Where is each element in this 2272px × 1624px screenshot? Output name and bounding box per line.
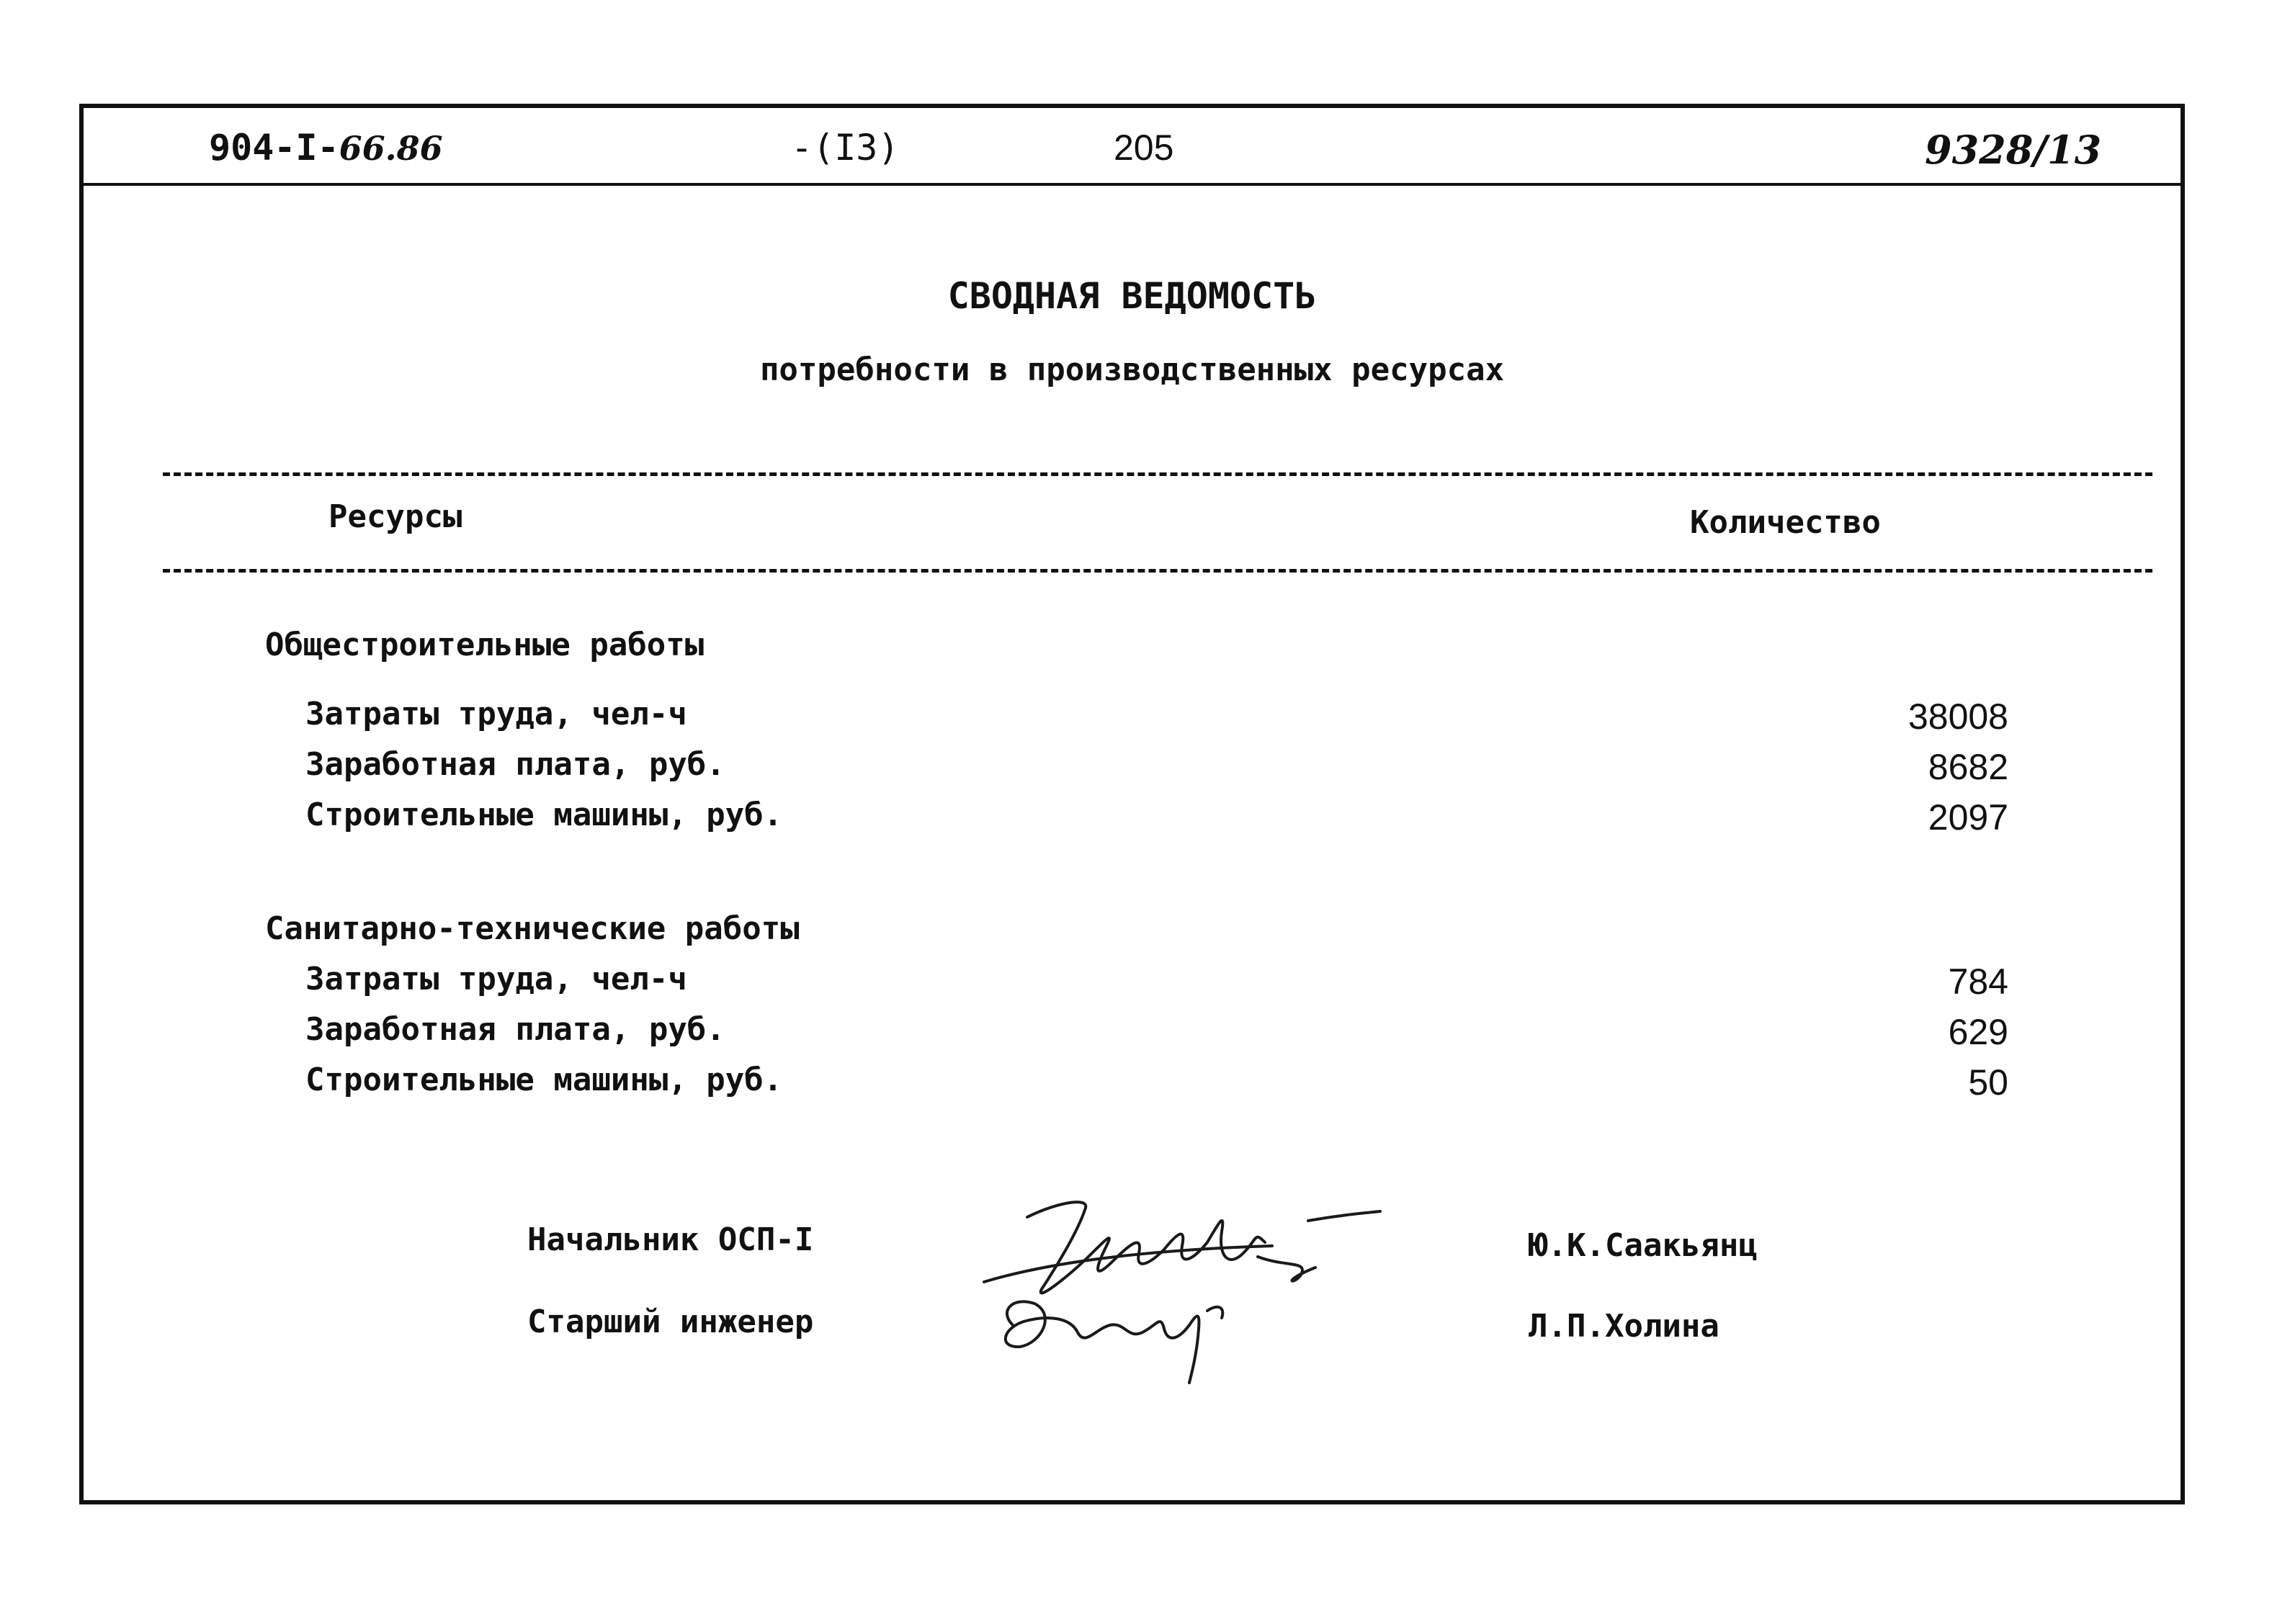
document-subtitle: потребности в производственных ресурсах <box>759 351 1505 388</box>
document-code-handwritten: 66.86 <box>339 129 443 168</box>
signature-stroke-2 <box>984 1246 1272 1282</box>
table-row <box>265 1011 2008 1062</box>
inventory-number: 9328/13 <box>1925 127 2102 173</box>
signatory-position-head: Начальник ОСП-I <box>527 1221 814 1258</box>
row-value: 2097 <box>1928 797 2008 838</box>
row-label: Затраты труда, чел-ч <box>305 961 687 997</box>
signatory-name-head: Ю.К.Саакьянц <box>1529 1227 1758 1264</box>
signature-stroke-3 <box>1258 1257 1315 1281</box>
row-label: Строительные машины, руб. <box>305 1062 783 1098</box>
row-value: 784 <box>1948 961 2008 1002</box>
document-title: СВОДНАЯ ВЕДОМОСТЬ <box>947 275 1317 317</box>
column-header-resources: Ресурсы <box>328 498 462 535</box>
signatory-name-engineer: Л.П.Холина <box>1529 1308 1719 1345</box>
section-title: Общестроительные работы <box>265 627 705 663</box>
row-label: Затраты труда, чел-ч <box>305 696 687 732</box>
document-frame <box>79 104 2185 1504</box>
section-general-construction <box>265 627 2008 847</box>
section-title: Санитарно-технические работы <box>265 910 800 947</box>
table-row <box>265 961 2008 1011</box>
table-row <box>265 797 2008 847</box>
row-label: Заработная плата, руб. <box>305 1011 725 1048</box>
table-row <box>265 696 2008 746</box>
table-header-rule <box>163 569 2152 573</box>
row-label: Строительные машины, руб. <box>305 797 783 833</box>
row-value: 50 <box>1968 1062 2008 1103</box>
header-divider <box>84 183 2181 186</box>
row-value: 629 <box>1948 1012 2008 1052</box>
row-value: 8682 <box>1928 747 2008 787</box>
sheet-number: -(I3) <box>791 127 900 169</box>
page-number: 205 <box>1114 127 1174 168</box>
signature-stroke-6 <box>1207 1307 1222 1318</box>
table-row <box>265 1062 2008 1112</box>
document-code-printed: 904-I- <box>209 127 339 169</box>
document-code <box>209 127 443 169</box>
section-sanitary-engineering <box>265 910 2008 1112</box>
signature-stroke-4 <box>1308 1211 1380 1221</box>
row-label: Заработная плата, руб. <box>305 746 725 783</box>
table-top-rule <box>163 472 2152 476</box>
table-row <box>265 746 2008 797</box>
signatory-position-engineer: Старший инженер <box>527 1304 814 1340</box>
column-header-quantity: Количество <box>1690 504 1881 541</box>
handwritten-signatures <box>970 1188 1474 1404</box>
row-value: 38008 <box>1908 696 2008 737</box>
signature-stroke-5 <box>1006 1301 1199 1383</box>
